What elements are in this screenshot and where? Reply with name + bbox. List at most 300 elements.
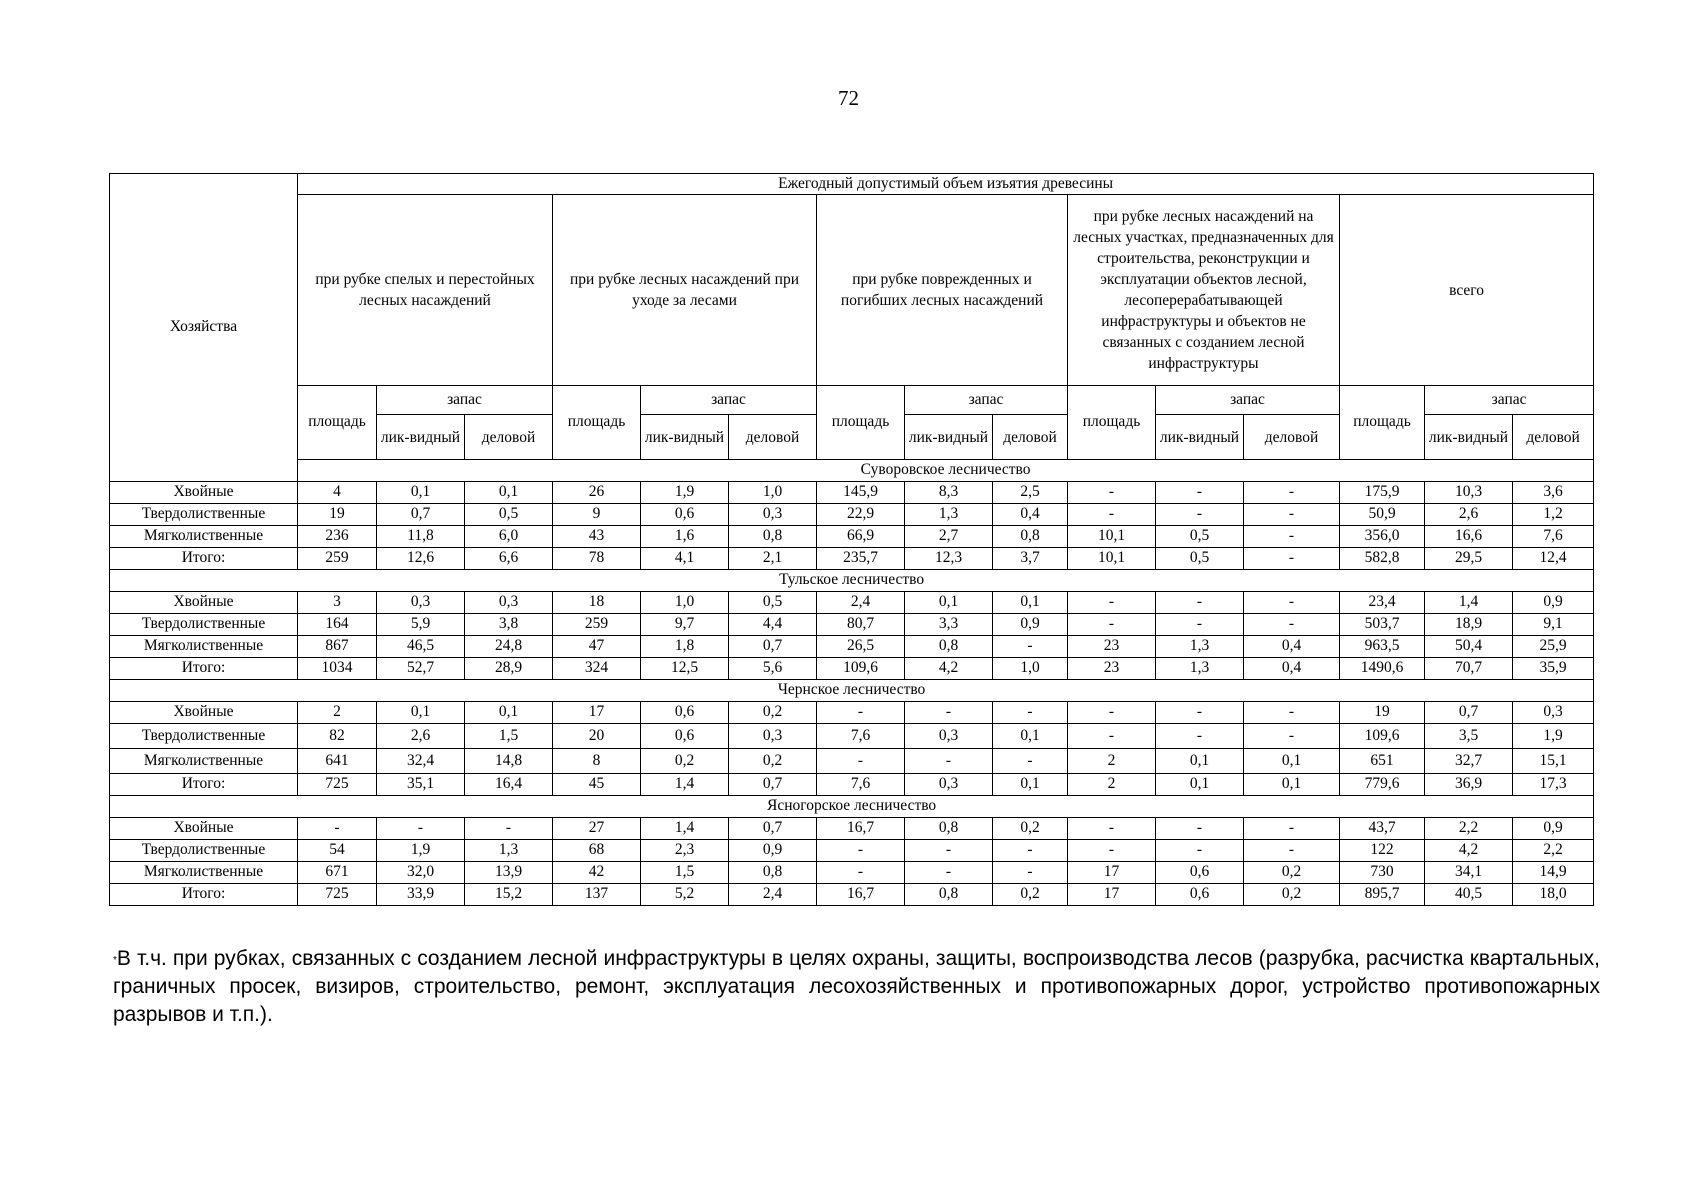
table-cell: 145,9 [817,482,905,504]
table-cell: 3,6 [1513,482,1594,504]
table-cell: 15,1 [1513,749,1594,774]
table-cell: 14,8 [465,749,553,774]
table-cell: 2,6 [1425,504,1513,526]
table-cell: 12,4 [1513,548,1594,570]
table-cell: 70,7 [1425,658,1513,680]
row-label: Твердолиственные [110,724,298,749]
table-cell: 0,8 [905,884,993,906]
table-cell: 24,8 [465,636,553,658]
table-cell: 2,4 [729,884,817,906]
table-cell: 46,5 [377,636,465,658]
area-header: площадь [1340,386,1425,460]
table-cell: 10,1 [1068,526,1156,548]
table-cell: 17,3 [1513,774,1594,796]
table-cell: - [1244,724,1340,749]
table-cell: 963,5 [1340,636,1425,658]
table-cell: 18,0 [1513,884,1594,906]
table-cell: 0,7 [729,774,817,796]
table-cell: 0,1 [1244,749,1340,774]
table-row [110,504,1594,526]
table-cell: 137 [553,884,641,906]
table-cell: - [1156,724,1244,749]
table-cell: 3,5 [1425,724,1513,749]
table-cell: 1,0 [641,592,729,614]
table-cell: 2,1 [729,548,817,570]
row-label: Мягколиственные [110,749,298,774]
table-row [110,614,1594,636]
table-cell: 5,6 [729,658,817,680]
table-cell: - [1244,702,1340,724]
table-cell: 45 [553,774,641,796]
table-cell: 2,6 [377,724,465,749]
table-cell: 0,3 [1513,702,1594,724]
section-header: Ясногорское лесничество [110,796,1594,818]
table-cell: 1,9 [377,840,465,862]
table-cell: 26,5 [817,636,905,658]
table-cell: 3,3 [905,614,993,636]
table-cell: 0,1 [1156,749,1244,774]
stock-header: запас [1425,386,1594,415]
table-row [110,548,1594,570]
table-cell: 8 [553,749,641,774]
table-cell: 1,6 [641,526,729,548]
table-cell: - [1244,840,1340,862]
row-label: Твердолиственные [110,840,298,862]
table-cell: 8,3 [905,482,993,504]
group-header-damaged: при рубке поврежденных и погибших лесных насаждений [817,195,1068,386]
table-cell: 235,7 [817,548,905,570]
table-cell: 23 [1068,636,1156,658]
table-cell: 12,6 [377,548,465,570]
table-cell: 1,3 [905,504,993,526]
table-cell: - [1068,482,1156,504]
table-cell: 14,9 [1513,862,1594,884]
table-cell: 0,1 [465,702,553,724]
table-cell: 0,6 [1156,862,1244,884]
table-cell: 0,8 [905,636,993,658]
table-cell: - [905,840,993,862]
table-cell: 671 [298,862,377,884]
table-cell: 1,0 [729,482,817,504]
table-cell: 7,6 [817,724,905,749]
table-cell: 17 [1068,884,1156,906]
table-cell: 52,7 [377,658,465,680]
table-cell: 324 [553,658,641,680]
table-cell: 47 [553,636,641,658]
group-header-total: всего [1340,195,1594,386]
table-cell: 32,0 [377,862,465,884]
table-cell: 725 [298,774,377,796]
liquid-header: лик-видный [1425,415,1513,460]
table-cell: 35,1 [377,774,465,796]
table-cell: 0,4 [1244,658,1340,680]
table-cell: 50,4 [1425,636,1513,658]
table-cell: 12,3 [905,548,993,570]
table-cell: 0,1 [377,482,465,504]
table-row [110,840,1594,862]
table-cell: 2,3 [641,840,729,862]
table-row [110,702,1594,724]
table-cell: 0,7 [1425,702,1513,724]
table-cell: - [1156,818,1244,840]
table-cell: - [1068,818,1156,840]
table-cell: 10,1 [1068,548,1156,570]
table-cell: 582,8 [1340,548,1425,570]
table-cell: 259 [553,614,641,636]
table-cell: 122 [1340,840,1425,862]
table-cell: - [1068,614,1156,636]
harvest-volume-table [109,173,1594,906]
section-header: Суворовское лесничество [298,460,1594,482]
table-cell: 32,4 [377,749,465,774]
table-cell: 3,7 [993,548,1068,570]
table-cell: - [817,840,905,862]
table-cell: 2,7 [905,526,993,548]
section-header: Чернское лесничество [110,680,1594,702]
table-cell: 1,3 [1156,636,1244,658]
table-cell: 895,7 [1340,884,1425,906]
row-label: Хвойные [110,702,298,724]
row-label: Твердолиственные [110,614,298,636]
table-cell: 356,0 [1340,526,1425,548]
table-cell: 2,5 [993,482,1068,504]
table-cell: 33,9 [377,884,465,906]
area-header: площадь [817,386,905,460]
table-cell: 18 [553,592,641,614]
table-cell: 15,2 [465,884,553,906]
table-cell: - [1156,840,1244,862]
footnote-text: В т.ч. при рубках, связанных с созданием лесной инфраструктуры в целях охраны, защиты, воспроизводства лесов (разрубка, расчистка квартальных, граничных просек, визиров, строительство, ремонт, эксплуатация лесохозяйственных и противопожарных дорог, устройство противопожарных разрывов и т.п.). [113,947,1600,1026]
row-label: Хвойные [110,818,298,840]
table-row [110,592,1594,614]
table-cell: - [817,702,905,724]
table-cell: 0,2 [993,818,1068,840]
table-cell: 25,9 [1513,636,1594,658]
section-header: Тульское лесничество [110,570,1594,592]
table-cell: 175,9 [1340,482,1425,504]
stock-header: запас [1156,386,1340,415]
table-cell: - [1156,592,1244,614]
table-cell: - [1156,482,1244,504]
area-header: площадь [553,386,641,460]
table-cell: 18,9 [1425,614,1513,636]
table-cell: 2 [298,702,377,724]
table-row [110,774,1594,796]
row-label: Мягколиственные [110,526,298,548]
table-cell: 2 [1068,749,1156,774]
table-cell: 19 [298,504,377,526]
table-cell: - [993,840,1068,862]
table-cell: 0,2 [729,702,817,724]
table-cell: 641 [298,749,377,774]
table-cell: 1,5 [641,862,729,884]
table-cell: 0,2 [1244,884,1340,906]
table-cell: 4,1 [641,548,729,570]
table-cell: 9,1 [1513,614,1594,636]
table-cell: 1,4 [641,818,729,840]
table-cell: 0,3 [905,724,993,749]
table-cell: - [1244,818,1340,840]
table-cell: - [377,818,465,840]
table-cell: 0,9 [1513,818,1594,840]
table-cell: 42 [553,862,641,884]
row-label: Итого: [110,548,298,570]
table-cell: 503,7 [1340,614,1425,636]
row-label: Итого: [110,774,298,796]
group-header-mature: при рубке спелых и перестойных лесных насаждений [298,195,553,386]
table-cell: 80,7 [817,614,905,636]
table-cell: 1,3 [1156,658,1244,680]
table-cell: 82 [298,724,377,749]
table-cell: 0,8 [905,818,993,840]
table-cell: 0,3 [905,774,993,796]
row-label: Твердолиственные [110,504,298,526]
table-cell: 28,9 [465,658,553,680]
table-cell: - [1068,504,1156,526]
table-cell: 0,5 [729,592,817,614]
table-cell: 651 [1340,749,1425,774]
business-header: деловой [993,415,1068,460]
table-cell: 4,2 [1425,840,1513,862]
table-cell: - [905,702,993,724]
table-cell: 2,2 [1425,818,1513,840]
table-cell: 0,3 [729,724,817,749]
area-header: площадь [298,386,377,460]
table-cell: 0,1 [1244,774,1340,796]
table-cell: - [1068,702,1156,724]
table-cell: 164 [298,614,377,636]
footnote-marker: * [113,955,117,966]
table-cell: 259 [298,548,377,570]
table-cell: - [1068,592,1156,614]
row-label: Мягколиственные [110,636,298,658]
table-cell: 109,6 [1340,724,1425,749]
table-row [110,818,1594,840]
table-cell: 109,6 [817,658,905,680]
table-cell: 0,1 [377,702,465,724]
table-cell: 0,4 [993,504,1068,526]
stock-header: запас [377,386,553,415]
table-cell: 43 [553,526,641,548]
table-cell: 27 [553,818,641,840]
table-cell: 26 [553,482,641,504]
table-cell: 1,5 [465,724,553,749]
stock-header: запас [905,386,1068,415]
table-cell: 36,9 [1425,774,1513,796]
table-cell: 0,7 [729,636,817,658]
table-cell: 0,1 [993,592,1068,614]
table-cell: - [817,749,905,774]
table-cell: 10,3 [1425,482,1513,504]
table-cell: 1,9 [1513,724,1594,749]
table-cell: 0,1 [905,592,993,614]
table-cell: 16,6 [1425,526,1513,548]
row-label: Хвойные [110,592,298,614]
table-cell: 29,5 [1425,548,1513,570]
page-number: 72 [838,86,859,110]
table-cell: 68 [553,840,641,862]
table-cell: 1,2 [1513,504,1594,526]
footnote [113,945,1600,1029]
table-row [110,749,1594,774]
table-cell: 17 [553,702,641,724]
table-cell: - [905,862,993,884]
table-cell: 1034 [298,658,377,680]
table-cell: 66,9 [817,526,905,548]
group-header-care: при рубке лесных насаждений при уходе за лесами [553,195,817,386]
table-cell: 2,2 [1513,840,1594,862]
table-cell: - [993,702,1068,724]
table-cell: - [993,749,1068,774]
business-header: деловой [1513,415,1594,460]
table-cell: - [1244,504,1340,526]
table-cell: - [993,862,1068,884]
table-cell: - [1068,840,1156,862]
table-cell: 0,5 [465,504,553,526]
table-cell: - [1156,614,1244,636]
table-cell: 0,8 [729,526,817,548]
business-header: деловой [1244,415,1340,460]
table-cell: 6,0 [465,526,553,548]
table-cell: 17 [1068,862,1156,884]
business-header: деловой [465,415,553,460]
table-cell: - [298,818,377,840]
table-row [110,636,1594,658]
table-cell: 1,8 [641,636,729,658]
liquid-header: лик-видный [1156,415,1244,460]
table-cell: 2 [1068,774,1156,796]
table-cell: - [1156,702,1244,724]
table-cell: - [993,636,1068,658]
table-cell: 11,8 [377,526,465,548]
table-cell: 54 [298,840,377,862]
table-cell: 6,6 [465,548,553,570]
table-cell: 0,7 [377,504,465,526]
table-cell: 0,6 [1156,884,1244,906]
table-cell: 20 [553,724,641,749]
row-label: Итого: [110,658,298,680]
farm-header: Хозяйства [110,174,298,482]
table-cell: 0,9 [729,840,817,862]
table-cell: - [1244,526,1340,548]
main-header: Ежегодный допустимый объем изъятия древесины [298,174,1594,195]
table-cell: 5,9 [377,614,465,636]
table-cell: 0,2 [641,749,729,774]
liquid-header: лик-видный [377,415,465,460]
table-cell: 4 [298,482,377,504]
table-cell: 0,1 [993,774,1068,796]
row-label: Хвойные [110,482,298,504]
table-cell: 725 [298,884,377,906]
table-cell: - [1156,504,1244,526]
table-cell: 3 [298,592,377,614]
row-label: Итого: [110,884,298,906]
area-header: площадь [1068,386,1156,460]
table-row [110,526,1594,548]
table-cell: 4,4 [729,614,817,636]
table-cell: 0,5 [1156,548,1244,570]
table-cell: 0,3 [729,504,817,526]
table-cell: 9,7 [641,614,729,636]
table-cell: 23 [1068,658,1156,680]
table-cell: 0,4 [1244,636,1340,658]
table-cell: 16,7 [817,884,905,906]
table-cell: 16,4 [465,774,553,796]
table-cell: 867 [298,636,377,658]
table-cell: 0,5 [1156,526,1244,548]
table-cell: - [1244,592,1340,614]
table-cell: 34,1 [1425,862,1513,884]
row-label: Мягколиственные [110,862,298,884]
table-cell: 0,2 [729,749,817,774]
table-cell: - [1244,548,1340,570]
table-cell: 19 [1340,702,1425,724]
table-cell: 16,7 [817,818,905,840]
table-row [110,482,1594,504]
table-cell: 2,4 [817,592,905,614]
table-cell: - [465,818,553,840]
table-cell: - [817,862,905,884]
stock-header: запас [641,386,817,415]
table-cell: 0,1 [465,482,553,504]
table-cell: 0,6 [641,724,729,749]
table-cell: 0,6 [641,504,729,526]
table-cell: 7,6 [1513,526,1594,548]
table-cell: 730 [1340,862,1425,884]
table-row [110,884,1594,906]
group-header-infrastructure: при рубке лесных насаждений на лесных участках, предназначенных для строительства, реконструкции и эксплуатации объектов лесной, лесоперерабатывающей инфраструктуры и объектов не связанных с созданием лесной инфраструктуры [1068,195,1340,386]
table-cell: 78 [553,548,641,570]
table-cell: 0,6 [641,702,729,724]
table-cell: 7,6 [817,774,905,796]
table-cell: 0,2 [993,884,1068,906]
table-cell: - [1244,482,1340,504]
table-cell: 1,4 [641,774,729,796]
table-cell: 13,9 [465,862,553,884]
table-cell: 12,5 [641,658,729,680]
table-cell: - [1244,614,1340,636]
table-cell: 0,7 [729,818,817,840]
table-cell: 779,6 [1340,774,1425,796]
table-cell: - [1068,724,1156,749]
table-cell: 35,9 [1513,658,1594,680]
table-cell: 50,9 [1340,504,1425,526]
table-cell: 9 [553,504,641,526]
liquid-header: лик-видный [641,415,729,460]
table-cell: 3,8 [465,614,553,636]
table-cell: 1,3 [465,840,553,862]
table-cell: 4,2 [905,658,993,680]
table-cell: 1,9 [641,482,729,504]
table-cell: 1490,6 [1340,658,1425,680]
table-cell: 0,3 [377,592,465,614]
table-cell: 32,7 [1425,749,1513,774]
table-cell: 0,9 [993,614,1068,636]
table-cell: 0,1 [993,724,1068,749]
table-cell: 0,2 [1244,862,1340,884]
table-cell: 40,5 [1425,884,1513,906]
table-row [110,862,1594,884]
business-header: деловой [729,415,817,460]
table-cell: 0,8 [729,862,817,884]
table-cell: 1,4 [1425,592,1513,614]
table-cell: 0,1 [1156,774,1244,796]
table-cell: 5,2 [641,884,729,906]
table-cell: 0,8 [993,526,1068,548]
table-cell: 23,4 [1340,592,1425,614]
table-cell: 1,0 [993,658,1068,680]
table-row [110,658,1594,680]
